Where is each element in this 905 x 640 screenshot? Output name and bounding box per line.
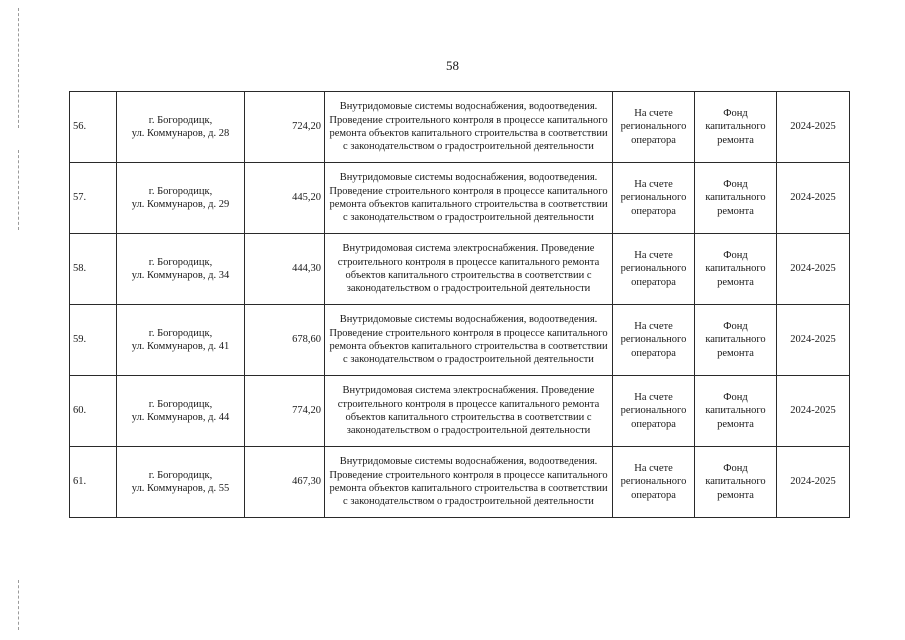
repair-works-table: [69, 91, 850, 518]
address-cell: [117, 92, 245, 163]
table-row: [70, 376, 850, 447]
area-cell: 444,30: [245, 234, 325, 305]
table-row: [70, 163, 850, 234]
address-cell: [117, 234, 245, 305]
row-number: 60.: [70, 376, 117, 447]
table-row: [70, 234, 850, 305]
funding-source-cell: Фонд капитального ремонта: [695, 163, 777, 234]
period-cell: 2024-2025: [777, 376, 850, 447]
account-cell: На счете регионального оператора: [613, 92, 695, 163]
account-cell: На счете регионального оператора: [613, 305, 695, 376]
work-description-cell: Внутридомовая система электроснабжения. Проведение строительного контроля в процессе капитального ремонта объектов капитального строительства в соответствии с законодательством о градостроительной деятельности: [325, 376, 613, 447]
work-description-cell: Внутридомовые системы водоснабжения, водоотведения. Проведение строительного контроля в процессе капитального ремонта объектов капитального строительства в соответствии с законодательством о градостроительной деятельности: [325, 163, 613, 234]
address-street: ул. Коммунаров, д. 29: [131, 199, 230, 210]
address-street: ул. Коммунаров, д. 34: [131, 270, 230, 281]
address-street: ул. Коммунаров, д. 28: [131, 128, 230, 139]
area-cell: 445,20: [245, 163, 325, 234]
address-cell: [117, 447, 245, 518]
row-number: 61.: [70, 447, 117, 518]
period-cell: 2024-2025: [777, 163, 850, 234]
account-cell: На счете регионального оператора: [613, 376, 695, 447]
row-number: 59.: [70, 305, 117, 376]
period-cell: 2024-2025: [777, 305, 850, 376]
account-cell: На счете регионального оператора: [613, 447, 695, 518]
binding-margin-line: [18, 580, 19, 630]
area-cell: 724,20: [245, 92, 325, 163]
funding-source-cell: Фонд капитального ремонта: [695, 92, 777, 163]
area-cell: 774,20: [245, 376, 325, 447]
address-cell: [117, 163, 245, 234]
address-street: ул. Коммунаров, д. 55: [131, 483, 230, 494]
row-number: 57.: [70, 163, 117, 234]
address-city: г. Богородицк,: [148, 114, 213, 126]
address-city: г. Богородицк,: [148, 185, 213, 197]
account-cell: На счете регионального оператора: [613, 234, 695, 305]
period-cell: 2024-2025: [777, 234, 850, 305]
funding-source-cell: Фонд капитального ремонта: [695, 305, 777, 376]
period-cell: 2024-2025: [777, 92, 850, 163]
row-number: 56.: [70, 92, 117, 163]
work-description-cell: Внутридомовые системы водоснабжения, водоотведения. Проведение строительного контроля в процессе капитального ремонта объектов капитального строительства в соответствии с законодательством о градостроительной деятельности: [325, 447, 613, 518]
table-row: [70, 305, 850, 376]
funding-source-cell: Фонд капитального ремонта: [695, 234, 777, 305]
address-street: ул. Коммунаров, д. 41: [131, 341, 230, 352]
address-street: ул. Коммунаров, д. 44: [131, 412, 230, 423]
address-city: г. Богородицк,: [148, 398, 213, 410]
account-cell: На счете регионального оператора: [613, 163, 695, 234]
binding-margin-line: [18, 150, 19, 230]
address-city: г. Богородицк,: [148, 256, 213, 268]
address-city: г. Богородицк,: [148, 327, 213, 339]
address-city: г. Богородицк,: [148, 469, 213, 481]
row-number: 58.: [70, 234, 117, 305]
work-description-cell: Внутридомовые системы водоснабжения, водоотведения. Проведение строительного контроля в процессе капитального ремонта объектов капитального строительства в соответствии с законодательством о градостроительной деятельности: [325, 92, 613, 163]
address-cell: [117, 376, 245, 447]
page-number: 58: [446, 58, 459, 73]
funding-source-cell: Фонд капитального ремонта: [695, 376, 777, 447]
table-row: [70, 447, 850, 518]
work-description-cell: Внутридомовые системы водоснабжения, водоотведения. Проведение строительного контроля в процессе капитального ремонта объектов капитального строительства в соответствии с законодательством о градостроительной деятельности: [325, 305, 613, 376]
address-cell: [117, 305, 245, 376]
area-cell: 678,60: [245, 305, 325, 376]
period-cell: 2024-2025: [777, 447, 850, 518]
table-row: [70, 92, 850, 163]
funding-source-cell: Фонд капитального ремонта: [695, 447, 777, 518]
work-description-cell: Внутридомовая система электроснабжения. Проведение строительного контроля в процессе капитального ремонта объектов капитального строительства в соответствии с законодательством о градостроительной деятельности: [325, 234, 613, 305]
area-cell: 467,30: [245, 447, 325, 518]
